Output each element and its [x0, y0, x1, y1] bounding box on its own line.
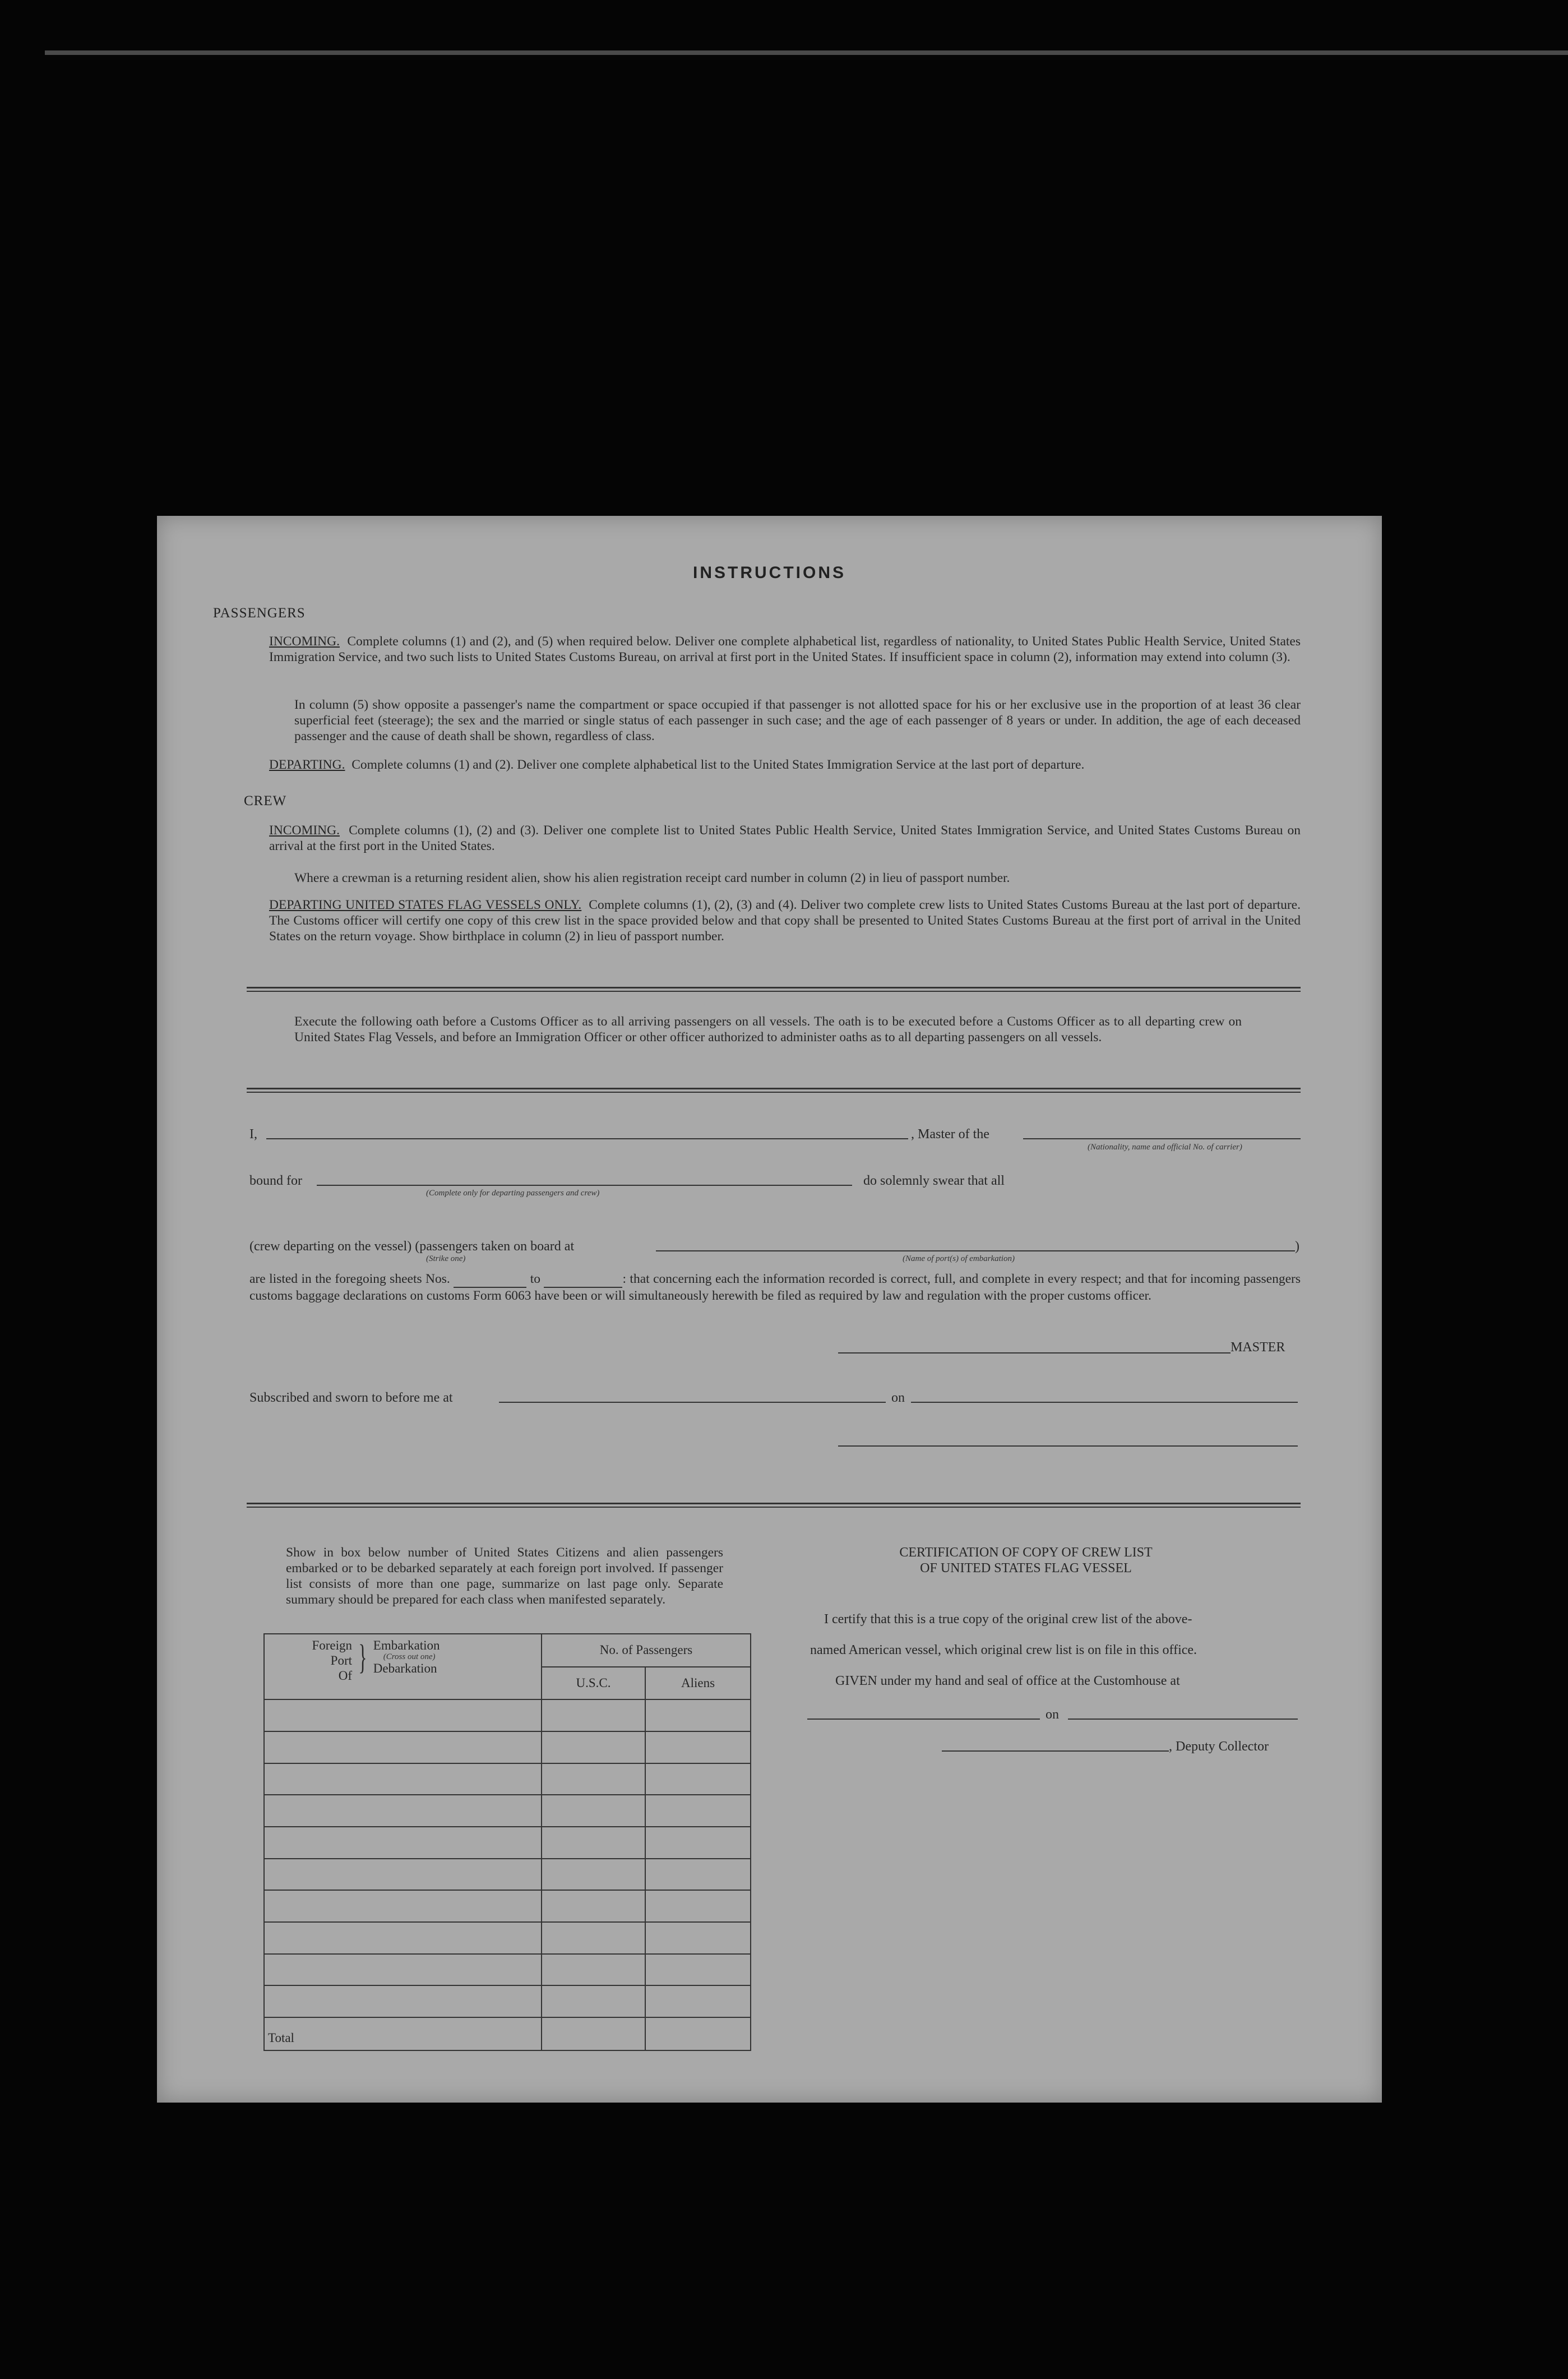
document-page [157, 516, 1382, 2103]
brace-icon: } [358, 1638, 367, 1676]
customhouse-field[interactable] [807, 1719, 1040, 1720]
table-row [264, 1954, 751, 1986]
listed-sheets [249, 1271, 1301, 1304]
master-of-label: , Master of the [911, 1127, 989, 1142]
crew-departing-label-oath: (crew departing on the vessel) (passengers taken on board at [249, 1239, 575, 1254]
port-header-right [373, 1638, 440, 1676]
usc-cell[interactable] [542, 1827, 645, 1859]
passenger-summary-table [263, 1633, 751, 2051]
usc-cell[interactable] [542, 1954, 645, 1986]
aliens-cell[interactable] [645, 1890, 751, 1922]
port-cell[interactable] [264, 1985, 542, 2017]
officer-signature-field[interactable] [838, 1445, 1298, 1447]
divider-1 [247, 987, 1301, 992]
total-usc-cell[interactable] [542, 2017, 645, 2050]
port-cell[interactable] [264, 1859, 542, 1891]
swear-label: do solemnly swear that all [863, 1174, 1005, 1188]
usc-cell[interactable] [542, 1859, 645, 1891]
usc-cell[interactable] [542, 1699, 645, 1731]
table-row [264, 1763, 751, 1795]
certification-title-line2: OF UNITED STATES FLAG VESSEL [920, 1561, 1132, 1576]
crew-incoming-text: Complete columns (1), (2) and (3). Deliver one complete list to United States Public Health Service, United States Immigration Service, and United States Customs Bureau on arrival at the first port in the United States. [269, 823, 1301, 853]
table-row [264, 1827, 751, 1859]
oath-instruction: Execute the following oath before a Customs Officer as to all arriving passengers on all vessels. The oath is to be executed before a Customs Officer as to all departing crew on United States Flag Vessels, and before an Immigration Officer or other officer authorized to administer oaths as to all departing passengers on all vessels. [294, 1014, 1242, 1045]
certification-on-label: on [1046, 1707, 1059, 1722]
master-label: MASTER [1231, 1340, 1285, 1355]
master-name-field[interactable] [266, 1138, 908, 1139]
aliens-cell[interactable] [645, 1731, 751, 1763]
port-cell[interactable] [264, 1954, 542, 1986]
usc-cell[interactable] [542, 1890, 645, 1922]
sheet-from-field[interactable] [454, 1271, 526, 1288]
sworn-date-field[interactable] [911, 1402, 1298, 1403]
crew-heading: CREW [244, 793, 287, 809]
carrier-field[interactable] [1023, 1138, 1301, 1139]
given-text: GIVEN under my hand and seal of office at the Customhouse at [835, 1674, 1180, 1688]
crew-resident-alien: Where a crewman is a returning resident alien, show his alien registration receipt card number in column (2) in lieu of passport number. [294, 871, 1010, 885]
table-row [264, 1985, 751, 2017]
port-embarkation-field[interactable] [656, 1250, 1295, 1251]
page-title: INSTRUCTIONS [693, 563, 846, 582]
bound-for-field[interactable] [317, 1185, 852, 1186]
port-header-left [268, 1638, 352, 1683]
close-paren: ) [1295, 1239, 1299, 1254]
film-edge [45, 50, 1568, 55]
port-cell[interactable] [264, 1699, 542, 1731]
carrier-note: (Nationality, name and official No. of carrier) [1088, 1143, 1242, 1152]
total-aliens-cell[interactable] [645, 2017, 751, 2050]
table-row [264, 1731, 751, 1763]
usc-cell[interactable] [542, 1922, 645, 1954]
table-row [264, 1795, 751, 1827]
aliens-cell[interactable] [645, 1827, 751, 1859]
of-label: Of [338, 1669, 352, 1683]
crew-incoming-label: INCOMING. [269, 823, 340, 838]
bound-for-note: (Complete only for departing passengers and crew) [426, 1189, 600, 1198]
total-row [264, 2017, 751, 2050]
debarkation-label: Debarkation [373, 1661, 437, 1675]
bound-for-label: bound for [249, 1174, 302, 1188]
port-header-cell [264, 1634, 542, 1699]
passengers-departing-label: DEPARTING. [269, 757, 345, 772]
crew-departing [269, 897, 1301, 944]
port-label: Port [330, 1653, 352, 1667]
certify-line1: I certify that this is a true copy of the original crew list of the above- [824, 1612, 1192, 1627]
passengers-departing-text: Complete columns (1) and (2). Deliver one complete alphabetical list to the United States Immigration Service at the last port of departure. [351, 757, 1085, 772]
port-cell[interactable] [264, 1890, 542, 1922]
crew-departing-text: Complete columns (1), (2), (3) and (4). Deliver two complete crew lists to United States Customs Bureau at the last port of departure. The Customs officer will certify one copy of this crew list in the space provided below and that copy shall be presented to United States Customs Bureau at the first port of arrival in the United States on the return voyage. Show birthplace in column (2) in lieu of passport number. [269, 898, 1301, 944]
usc-cell[interactable] [542, 1763, 645, 1795]
usc-cell[interactable] [542, 1985, 645, 2017]
port-note: (Name of port(s) of embarkation) [903, 1254, 1015, 1263]
crew-incoming [269, 823, 1301, 854]
aliens-cell[interactable] [645, 1922, 751, 1954]
passengers-incoming [269, 634, 1301, 665]
port-cell[interactable] [264, 1795, 542, 1827]
usc-header: U.S.C. [542, 1667, 645, 1700]
sworn-on-label: on [891, 1391, 905, 1405]
embarkation-label: Embarkation [373, 1638, 440, 1652]
listed-text: are listed in the foregoing sheets Nos. [249, 1272, 450, 1286]
table-row [264, 1859, 751, 1891]
to-label: to [530, 1272, 540, 1286]
oath-i-label: I, [249, 1127, 257, 1142]
table-row [264, 1699, 751, 1731]
deputy-signature-field[interactable] [942, 1750, 1169, 1752]
aliens-cell[interactable] [645, 1985, 751, 2017]
cross-out-note: (Cross out one) [383, 1652, 436, 1661]
port-cell[interactable] [264, 1731, 542, 1763]
aliens-cell[interactable] [645, 1795, 751, 1827]
certify-line2: named American vessel, which original crew list is on file in this office. [810, 1643, 1197, 1657]
certification-date-field[interactable] [1068, 1719, 1298, 1720]
no-passengers-header: No. of Passengers [542, 1634, 751, 1667]
divider-2 [247, 1088, 1301, 1093]
table-row [264, 1922, 751, 1954]
certification-title [774, 1545, 1278, 1576]
port-cell[interactable] [264, 1922, 542, 1954]
passengers-column5: In column (5) show opposite a passenger's name the compartment or space occupied if that passenger is not allotted space for his or her exclusive use in the proportion of at least 36 clear superficial feet (steerage); the sex and the married or single status of each passenger in such case; and the age of each passenger of 8 years or under. In addition, the age of each deceased passenger and the cause of death shall be shown, regardless of class. [294, 697, 1301, 743]
port-cell[interactable] [264, 1763, 542, 1795]
summary-instruction: Show in box below number of United States Citizens and alien passengers embarked or to be debarked separately at each foreign port involved. If passenger list consists of more than one page, summarize on last page only. Separate summary should be prepared for each class when manifested separately. [286, 1545, 723, 1607]
listed-rest: : that concerning each the information recorded is correct, full, and complete in every respect; and that for incoming passengers customs baggage declarations on customs Form 6063 have been or will simultaneously herewith be filed as required by law and regulation with the proper customs officer. [249, 1272, 1301, 1303]
foreign-label: Foreign [312, 1638, 352, 1652]
aliens-header: Aliens [645, 1667, 751, 1700]
passengers-departing [269, 757, 1301, 773]
subscribed-label: Subscribed and sworn to before me at [249, 1391, 453, 1405]
deputy-collector-label: , Deputy Collector [1169, 1739, 1269, 1754]
aliens-cell[interactable] [645, 1763, 751, 1795]
master-signature-field[interactable] [838, 1352, 1231, 1354]
strike-note: (Strike one) [426, 1254, 466, 1263]
usc-cell[interactable] [542, 1795, 645, 1827]
sheet-to-field[interactable] [544, 1271, 622, 1288]
passengers-incoming-text: Complete columns (1) and (2), and (5) when required below. Deliver one complete alphabetical list, regardless of nationality, to United States Public Health Service, United States Immigration Service, and two such lists to United States Customs Bureau, on arrival at first port in the United States. If insufficient space in column (2), information may extend into column (3). [269, 634, 1301, 664]
certification-title-line1: CERTIFICATION OF COPY OF CREW LIST [899, 1545, 1153, 1560]
divider-3 [247, 1503, 1301, 1508]
total-label: Total [264, 2017, 542, 2050]
crew-departing-label: DEPARTING UNITED STATES FLAG VESSELS ONLY. [269, 898, 582, 912]
aliens-cell[interactable] [645, 1699, 751, 1731]
aliens-cell[interactable] [645, 1859, 751, 1891]
table-row [264, 1890, 751, 1922]
passengers-heading: PASSENGERS [213, 606, 306, 621]
passengers-incoming-label: INCOMING. [269, 634, 340, 649]
aliens-cell[interactable] [645, 1954, 751, 1986]
port-cell[interactable] [264, 1827, 542, 1859]
sworn-place-field[interactable] [499, 1402, 886, 1403]
usc-cell[interactable] [542, 1731, 645, 1763]
